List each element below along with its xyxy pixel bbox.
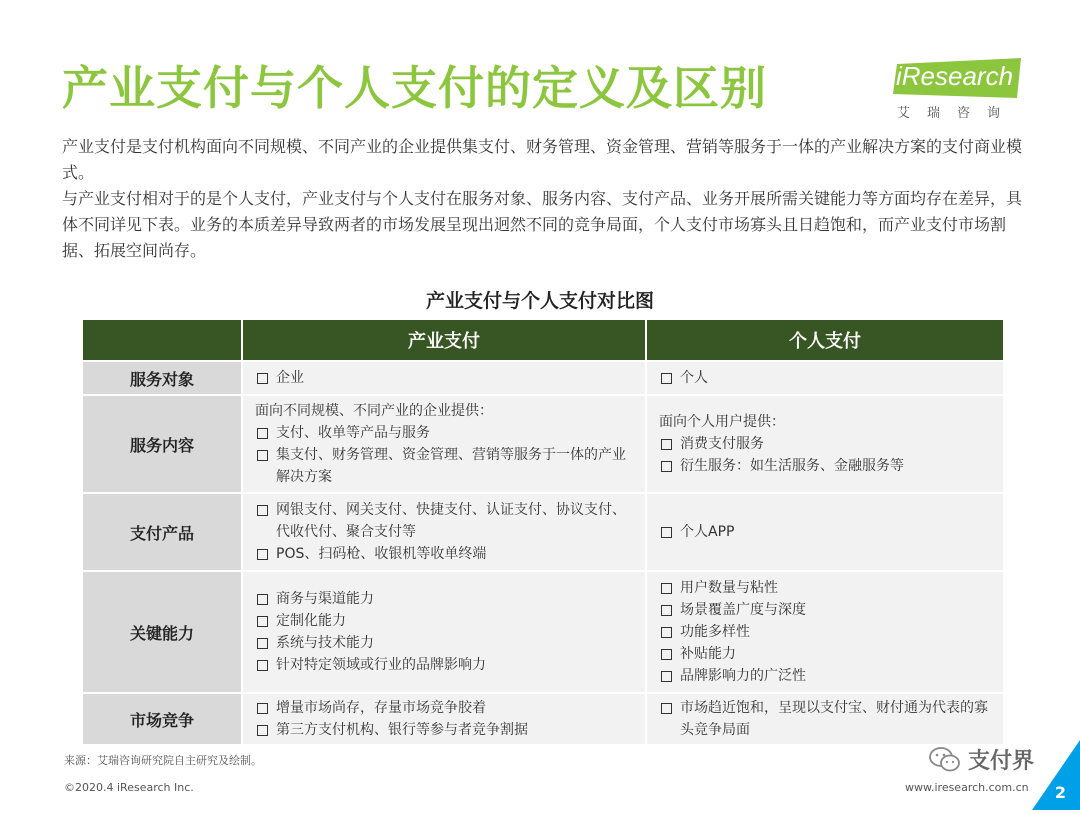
bullet-item xyxy=(255,588,637,610)
header-cell-personal: 个人支付 xyxy=(647,320,1005,360)
table-row xyxy=(83,492,1005,570)
bullet-text: 针对特定领域或行业的品牌影响力 xyxy=(276,657,486,673)
table-row xyxy=(83,360,1005,394)
square-bullet-icon xyxy=(257,660,268,671)
bullet-item xyxy=(255,719,637,741)
bullet-item xyxy=(659,367,995,389)
square-bullet-icon xyxy=(661,583,672,594)
bullet-text: 商务与渠道能力 xyxy=(276,591,374,607)
bullet-item xyxy=(255,367,637,389)
square-bullet-icon xyxy=(257,638,268,649)
page-number-badge xyxy=(1032,740,1080,810)
bullet-text: 市场趋近饱和，呈现以支付宝、财付通为代表的寡头竞争局面 xyxy=(680,700,988,738)
table-row xyxy=(83,394,1005,492)
square-bullet-icon xyxy=(661,605,672,616)
square-bullet-icon xyxy=(257,505,268,516)
bullet-item xyxy=(659,577,995,599)
row-label: 服务对象 xyxy=(83,362,243,394)
square-bullet-icon xyxy=(257,616,268,627)
personal-cell xyxy=(647,396,1005,492)
bullet-text: 集支付、财务管理、资金管理、营销等服务于一体的产业解决方案 xyxy=(276,447,626,485)
bullet-text: 补贴能力 xyxy=(680,646,736,662)
watermark-text: 支付界 xyxy=(968,749,1035,774)
bullet-text: 系统与技术能力 xyxy=(276,635,374,651)
bullet-item xyxy=(659,521,995,543)
square-bullet-icon xyxy=(661,373,672,384)
bullet-text: 定制化能力 xyxy=(276,613,346,629)
square-bullet-icon xyxy=(661,649,672,660)
square-bullet-icon xyxy=(661,627,672,638)
header-cell-blank xyxy=(83,320,243,360)
personal-cell xyxy=(647,694,1005,744)
industrial-cell xyxy=(243,494,647,570)
bullet-text: 功能多样性 xyxy=(680,624,750,640)
square-bullet-icon xyxy=(661,439,672,450)
bullet-item xyxy=(659,643,995,665)
bullet-text: 用户数量与粘性 xyxy=(680,580,778,596)
page-number: 2 xyxy=(1054,783,1066,802)
bullet-item xyxy=(255,543,637,565)
bullet-text: 支付、收单等产品与服务 xyxy=(276,425,430,441)
watermark xyxy=(928,744,1034,775)
square-bullet-icon xyxy=(257,373,268,384)
square-bullet-icon xyxy=(661,703,672,714)
bullet-text: 消费支付服务 xyxy=(680,436,764,452)
square-bullet-icon xyxy=(257,450,268,461)
personal-cell xyxy=(647,572,1005,692)
source-note: 来源：艾瑞咨询研究院自主研究及绘制。 xyxy=(64,754,262,767)
square-bullet-icon xyxy=(661,527,672,538)
cell-intro: 面向个人用户提供： xyxy=(659,414,785,430)
bullet-text: 网银支付、网关支付、快捷支付、认证支付、协议支付、代收代付、聚合支付等 xyxy=(276,502,626,540)
bullet-item xyxy=(659,697,995,741)
bullet-text: 企业 xyxy=(276,370,304,386)
table-row xyxy=(83,692,1005,744)
intro-text xyxy=(62,134,1032,264)
bullet-item xyxy=(255,697,637,719)
square-bullet-icon xyxy=(257,549,268,560)
website-url: www.iresearch.com.cn xyxy=(905,781,1029,794)
page-title: 产业支付与个人支付的定义及区别 xyxy=(62,61,767,115)
row-label: 市场竞争 xyxy=(83,694,243,744)
personal-cell xyxy=(647,494,1005,570)
row-label: 服务内容 xyxy=(83,396,243,492)
copyright: ©2020.4 iResearch Inc. xyxy=(64,781,194,794)
bullet-text: 衍生服务：如生活服务、金融服务等 xyxy=(680,458,904,474)
bullet-item xyxy=(659,599,995,621)
bullet-item xyxy=(255,610,637,632)
square-bullet-icon xyxy=(257,703,268,714)
wechat-icon xyxy=(928,746,962,774)
bullet-item xyxy=(255,422,637,444)
row-label: 关键能力 xyxy=(83,572,243,692)
industrial-cell xyxy=(243,362,647,394)
bullet-text: 第三方支付机构、银行等参与者竞争割据 xyxy=(276,722,528,738)
bullet-text: 场景覆盖广度与深度 xyxy=(680,602,806,618)
square-bullet-icon xyxy=(257,725,268,736)
logo-text: iResearch xyxy=(896,61,1014,91)
comparison-table xyxy=(83,320,1005,744)
row-label: 支付产品 xyxy=(83,494,243,570)
iresearch-logo xyxy=(893,56,1025,126)
intro-paragraph: 产业支付是支付机构面向不同规模、不同产业的企业提供集支付、财务管理、资金管理、营销等服务于一体的产业解决方案的支付商业模式。 xyxy=(62,137,1023,182)
personal-cell xyxy=(647,362,1005,394)
bullet-text: POS、扫码枪、收银机等收单终端 xyxy=(276,546,487,562)
square-bullet-icon xyxy=(661,461,672,472)
square-bullet-icon xyxy=(661,671,672,682)
industrial-cell xyxy=(243,572,647,692)
bullet-item xyxy=(255,632,637,654)
bullet-text: 品牌影响力的广泛性 xyxy=(680,668,806,684)
table-header xyxy=(83,320,1005,360)
bullet-text: 个人APP xyxy=(680,524,735,540)
table-title: 产业支付与个人支付对比图 xyxy=(425,290,654,312)
bullet-item xyxy=(659,665,995,687)
square-bullet-icon xyxy=(257,594,268,605)
header-cell-industrial: 产业支付 xyxy=(243,320,647,360)
industrial-cell xyxy=(243,396,647,492)
intro-paragraph: 与产业支付相对于的是个人支付，产业支付与个人支付在服务对象、服务内容、支付产品、业务开展所需关键能力等方面均存在差异，具体不同详见下表。业务的本质差异导致两者的市场发展呈现出迥然不同的竞争局面，个人支付市场寡头且日趋饱和，而产业支付市场割据、拓展空间尚存。 xyxy=(62,189,1023,260)
bullet-item xyxy=(255,499,637,543)
industrial-cell xyxy=(243,694,647,744)
table-row xyxy=(83,570,1005,692)
logo-subtitle: 艾瑞咨询 xyxy=(897,106,1018,121)
bullet-item xyxy=(659,433,995,455)
bullet-text: 增量市场尚存，存量市场竞争胶着 xyxy=(276,700,486,716)
square-bullet-icon xyxy=(257,428,268,439)
bullet-item xyxy=(255,654,637,676)
bullet-item xyxy=(659,621,995,643)
bullet-item xyxy=(659,455,995,477)
bullet-text: 个人 xyxy=(680,370,708,386)
cell-intro: 面向不同规模、不同产业的企业提供： xyxy=(255,403,493,419)
bullet-item xyxy=(255,444,637,488)
